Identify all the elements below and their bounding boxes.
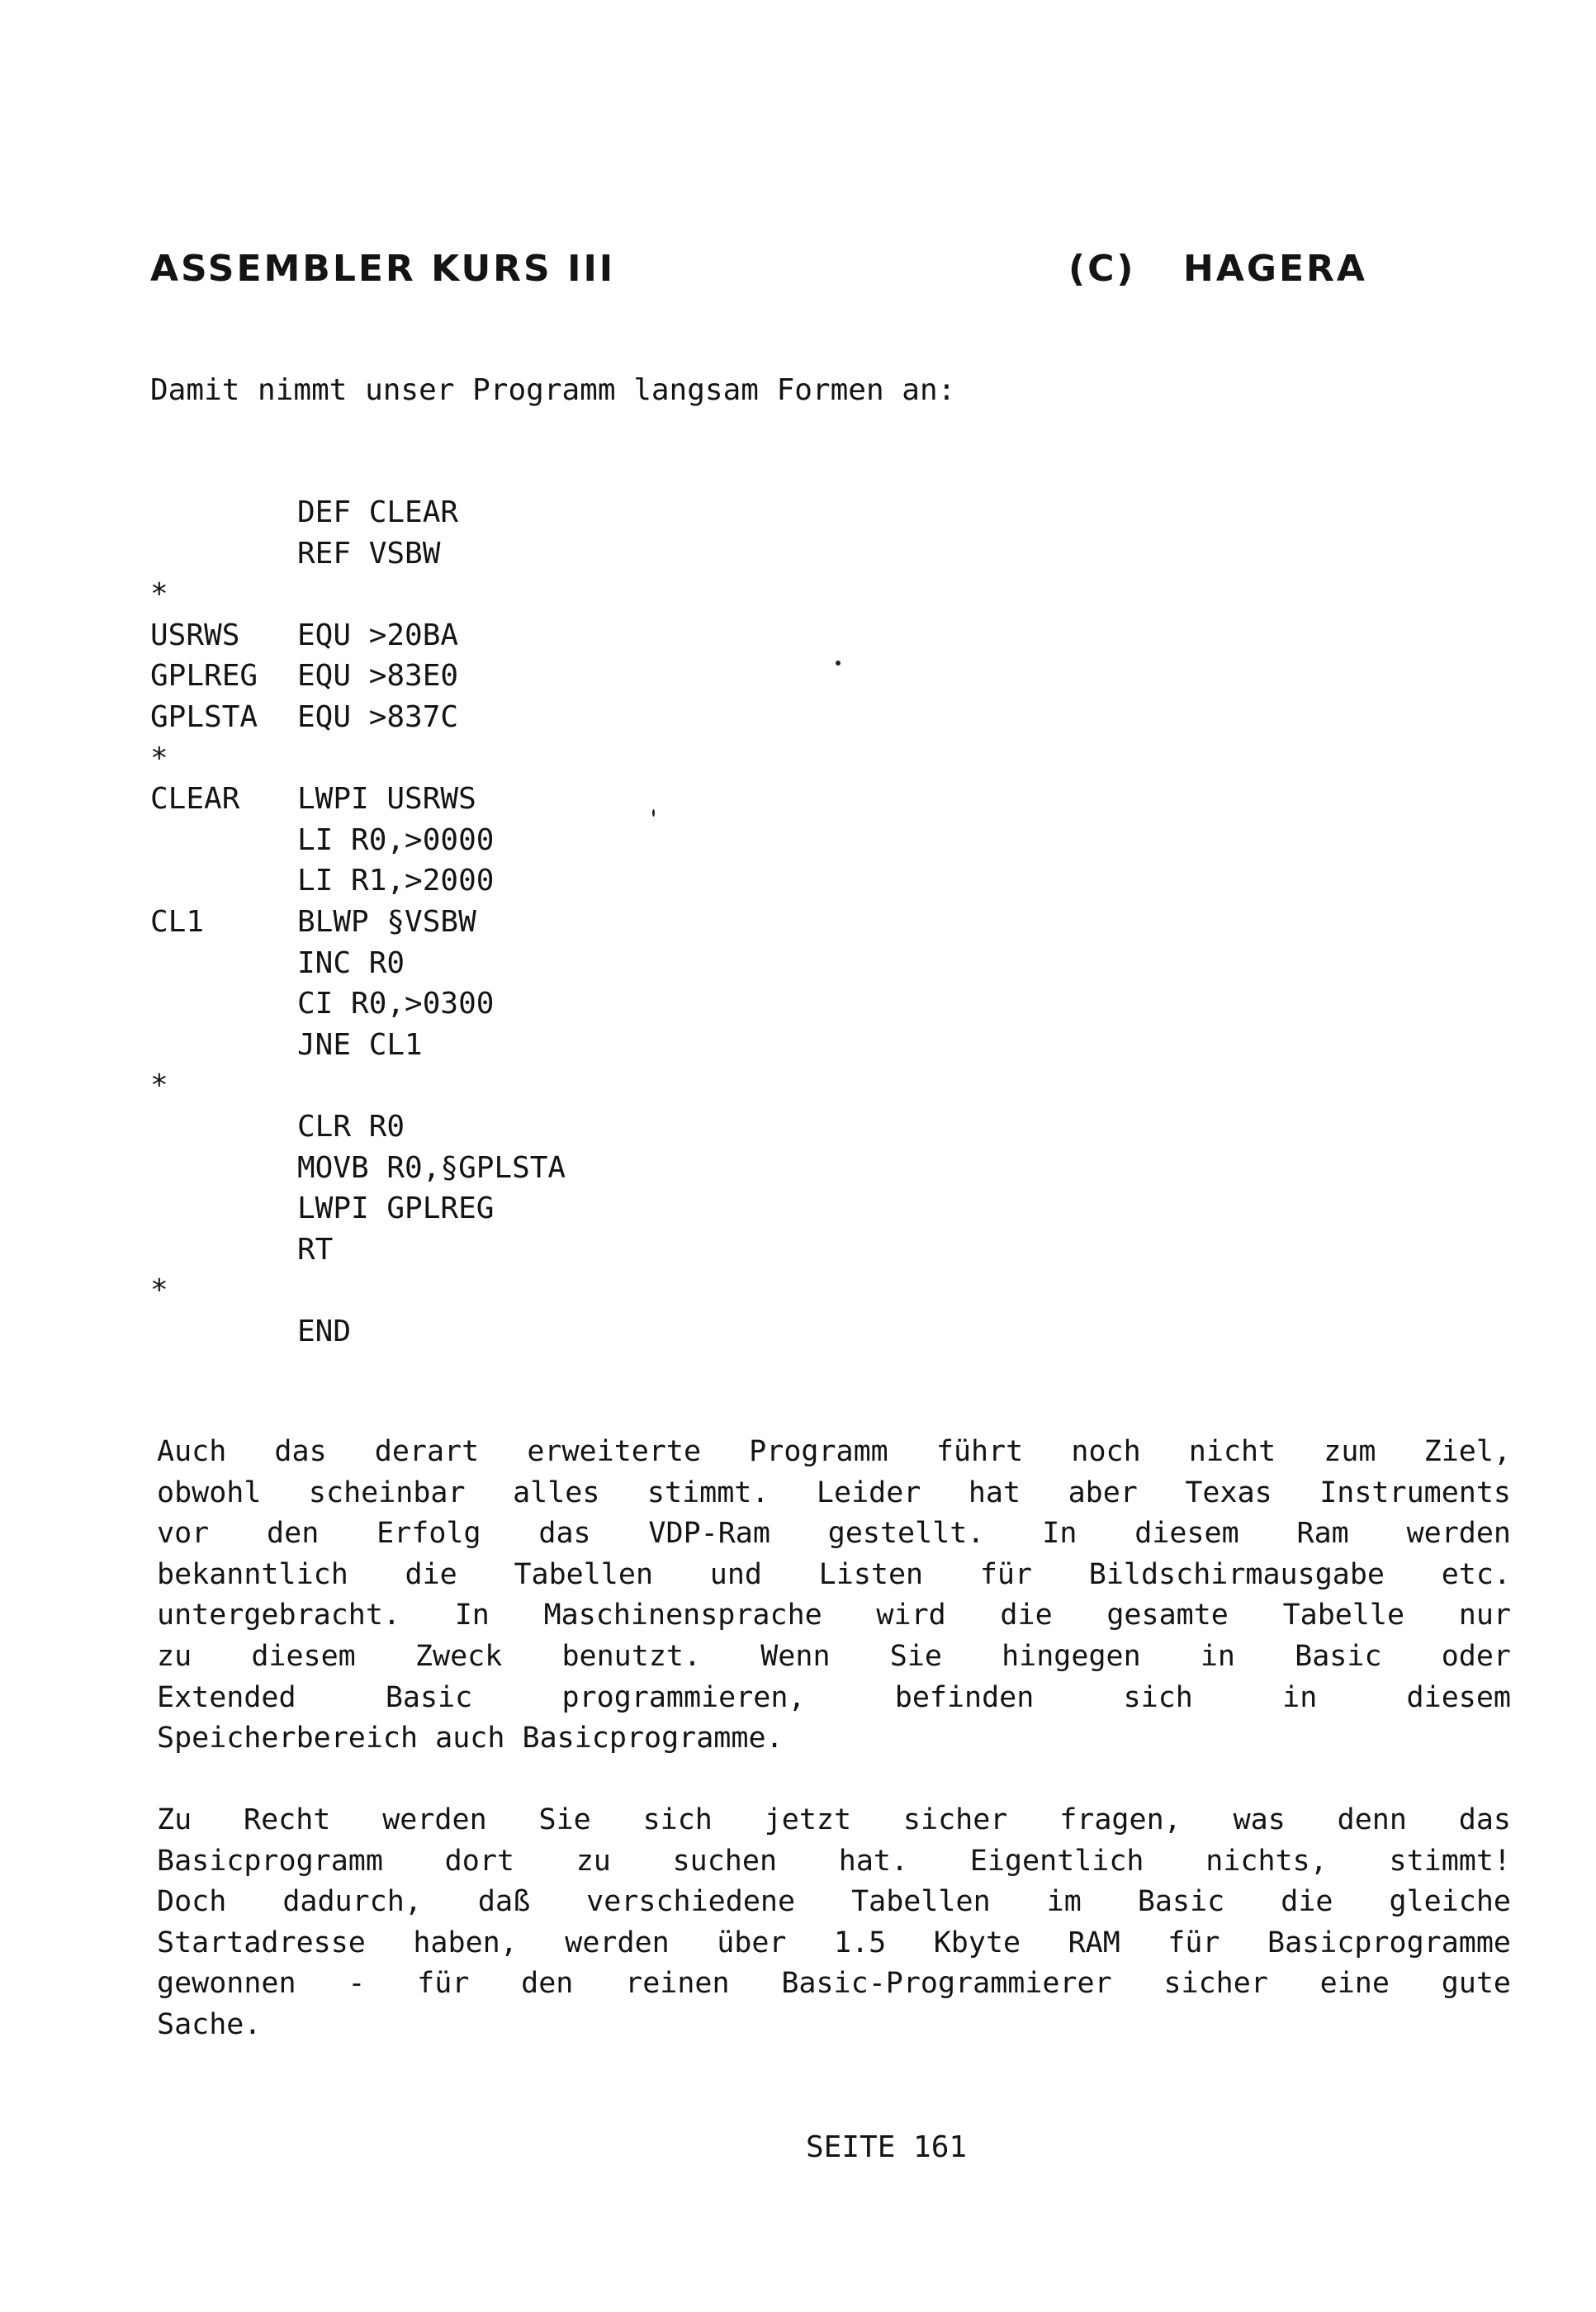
scan-speck xyxy=(652,809,655,817)
code-instruction: EQU >20BA xyxy=(297,618,459,652)
course-title: ASSEMBLER KURS III xyxy=(150,248,616,290)
code-instruction: MOVB R0,§GPLSTA xyxy=(297,1150,566,1185)
text-line: zu diesem Zweck benutzt. Wenn Sie hingegen in Basic oder xyxy=(157,1639,1511,1673)
code-label: GPLREG xyxy=(150,659,258,694)
code-instruction: EQU >837C xyxy=(297,699,459,734)
code-label: CL1 xyxy=(150,904,205,939)
text-line: gewonnen - für den reinen Basic-Programmierer sicher eine gute xyxy=(157,1967,1511,2001)
text-line: obwohl scheinbar alles stimmt. Leider hat aber Texas Instruments xyxy=(157,1476,1511,1509)
text-line: untergebracht. In Maschinensprache wird die gesamte Tabelle nur xyxy=(157,1599,1511,1632)
text-line: Doch dadurch, daß verschiedene Tabellen im Basic die gleiche xyxy=(157,1885,1511,1919)
page-title xyxy=(0,248,1596,297)
code-instruction: CI R0,>0300 xyxy=(297,987,495,1021)
code-instruction: CLR R0 xyxy=(297,1109,405,1144)
text-line: Zu Recht werden Sie sich jetzt sicher fragen, was denn das xyxy=(157,1803,1511,1836)
page-number: SEITE 161 xyxy=(806,2130,968,2164)
text-line: Auch das derart erweiterte Programm führt noch nicht zum Ziel, xyxy=(157,1435,1511,1468)
paragraph-1 xyxy=(157,1432,1511,1760)
code-label: * xyxy=(150,741,168,775)
paragraph-2 xyxy=(157,1800,1511,2046)
code-instruction: BLWP §VSBW xyxy=(297,904,476,939)
text-line: Sache. xyxy=(157,2007,262,2041)
code-instruction: LWPI USRWS xyxy=(297,782,476,817)
code-instruction: INC R0 xyxy=(297,945,405,980)
text-line: Startadresse haben, werden über 1.5 Kbyte RAM für Basicprogramme xyxy=(157,1926,1511,1959)
code-instruction: RT xyxy=(297,1232,334,1267)
code-instruction: LI R0,>0000 xyxy=(297,822,495,857)
code-instruction: EQU >83E0 xyxy=(297,659,459,694)
code-instruction: LI R1,>2000 xyxy=(297,864,495,898)
code-instruction: JNE CL1 xyxy=(297,1027,423,1062)
text-line: bekanntlich die Tabellen und Listen für Bildschirmausgabe etc. xyxy=(157,1557,1511,1591)
text-line: Speicherbereich auch Basicprogramme. xyxy=(157,1722,784,1755)
code-instruction: REF VSBW xyxy=(297,536,441,571)
author-name: HAGERA xyxy=(1183,248,1367,290)
text-line: vor den Erfolg das VDP-Ram gestellt. In diesem Ram werden xyxy=(157,1517,1511,1551)
copyright-mark: (C) xyxy=(1068,248,1136,290)
code-label: * xyxy=(150,1068,168,1103)
code-instruction: DEF CLEAR xyxy=(297,495,459,529)
code-instruction: END xyxy=(297,1314,352,1348)
code-label: CLEAR xyxy=(150,782,240,817)
scan-speck xyxy=(836,661,841,666)
text-line: Extended Basic programmieren, befinden sich in diesem xyxy=(157,1680,1511,1714)
code-label: * xyxy=(150,577,168,612)
code-label: * xyxy=(150,1273,168,1308)
code-label: USRWS xyxy=(150,618,240,652)
text-line: Basicprogramm dort zu suchen hat. Eigentlich nichts, stimmt! xyxy=(157,1844,1511,1878)
code-label: GPLSTA xyxy=(150,699,258,734)
code-instruction: LWPI GPLREG xyxy=(297,1192,495,1226)
intro-text: Damit nimmt unser Programm langsam Formen an: xyxy=(150,373,956,407)
